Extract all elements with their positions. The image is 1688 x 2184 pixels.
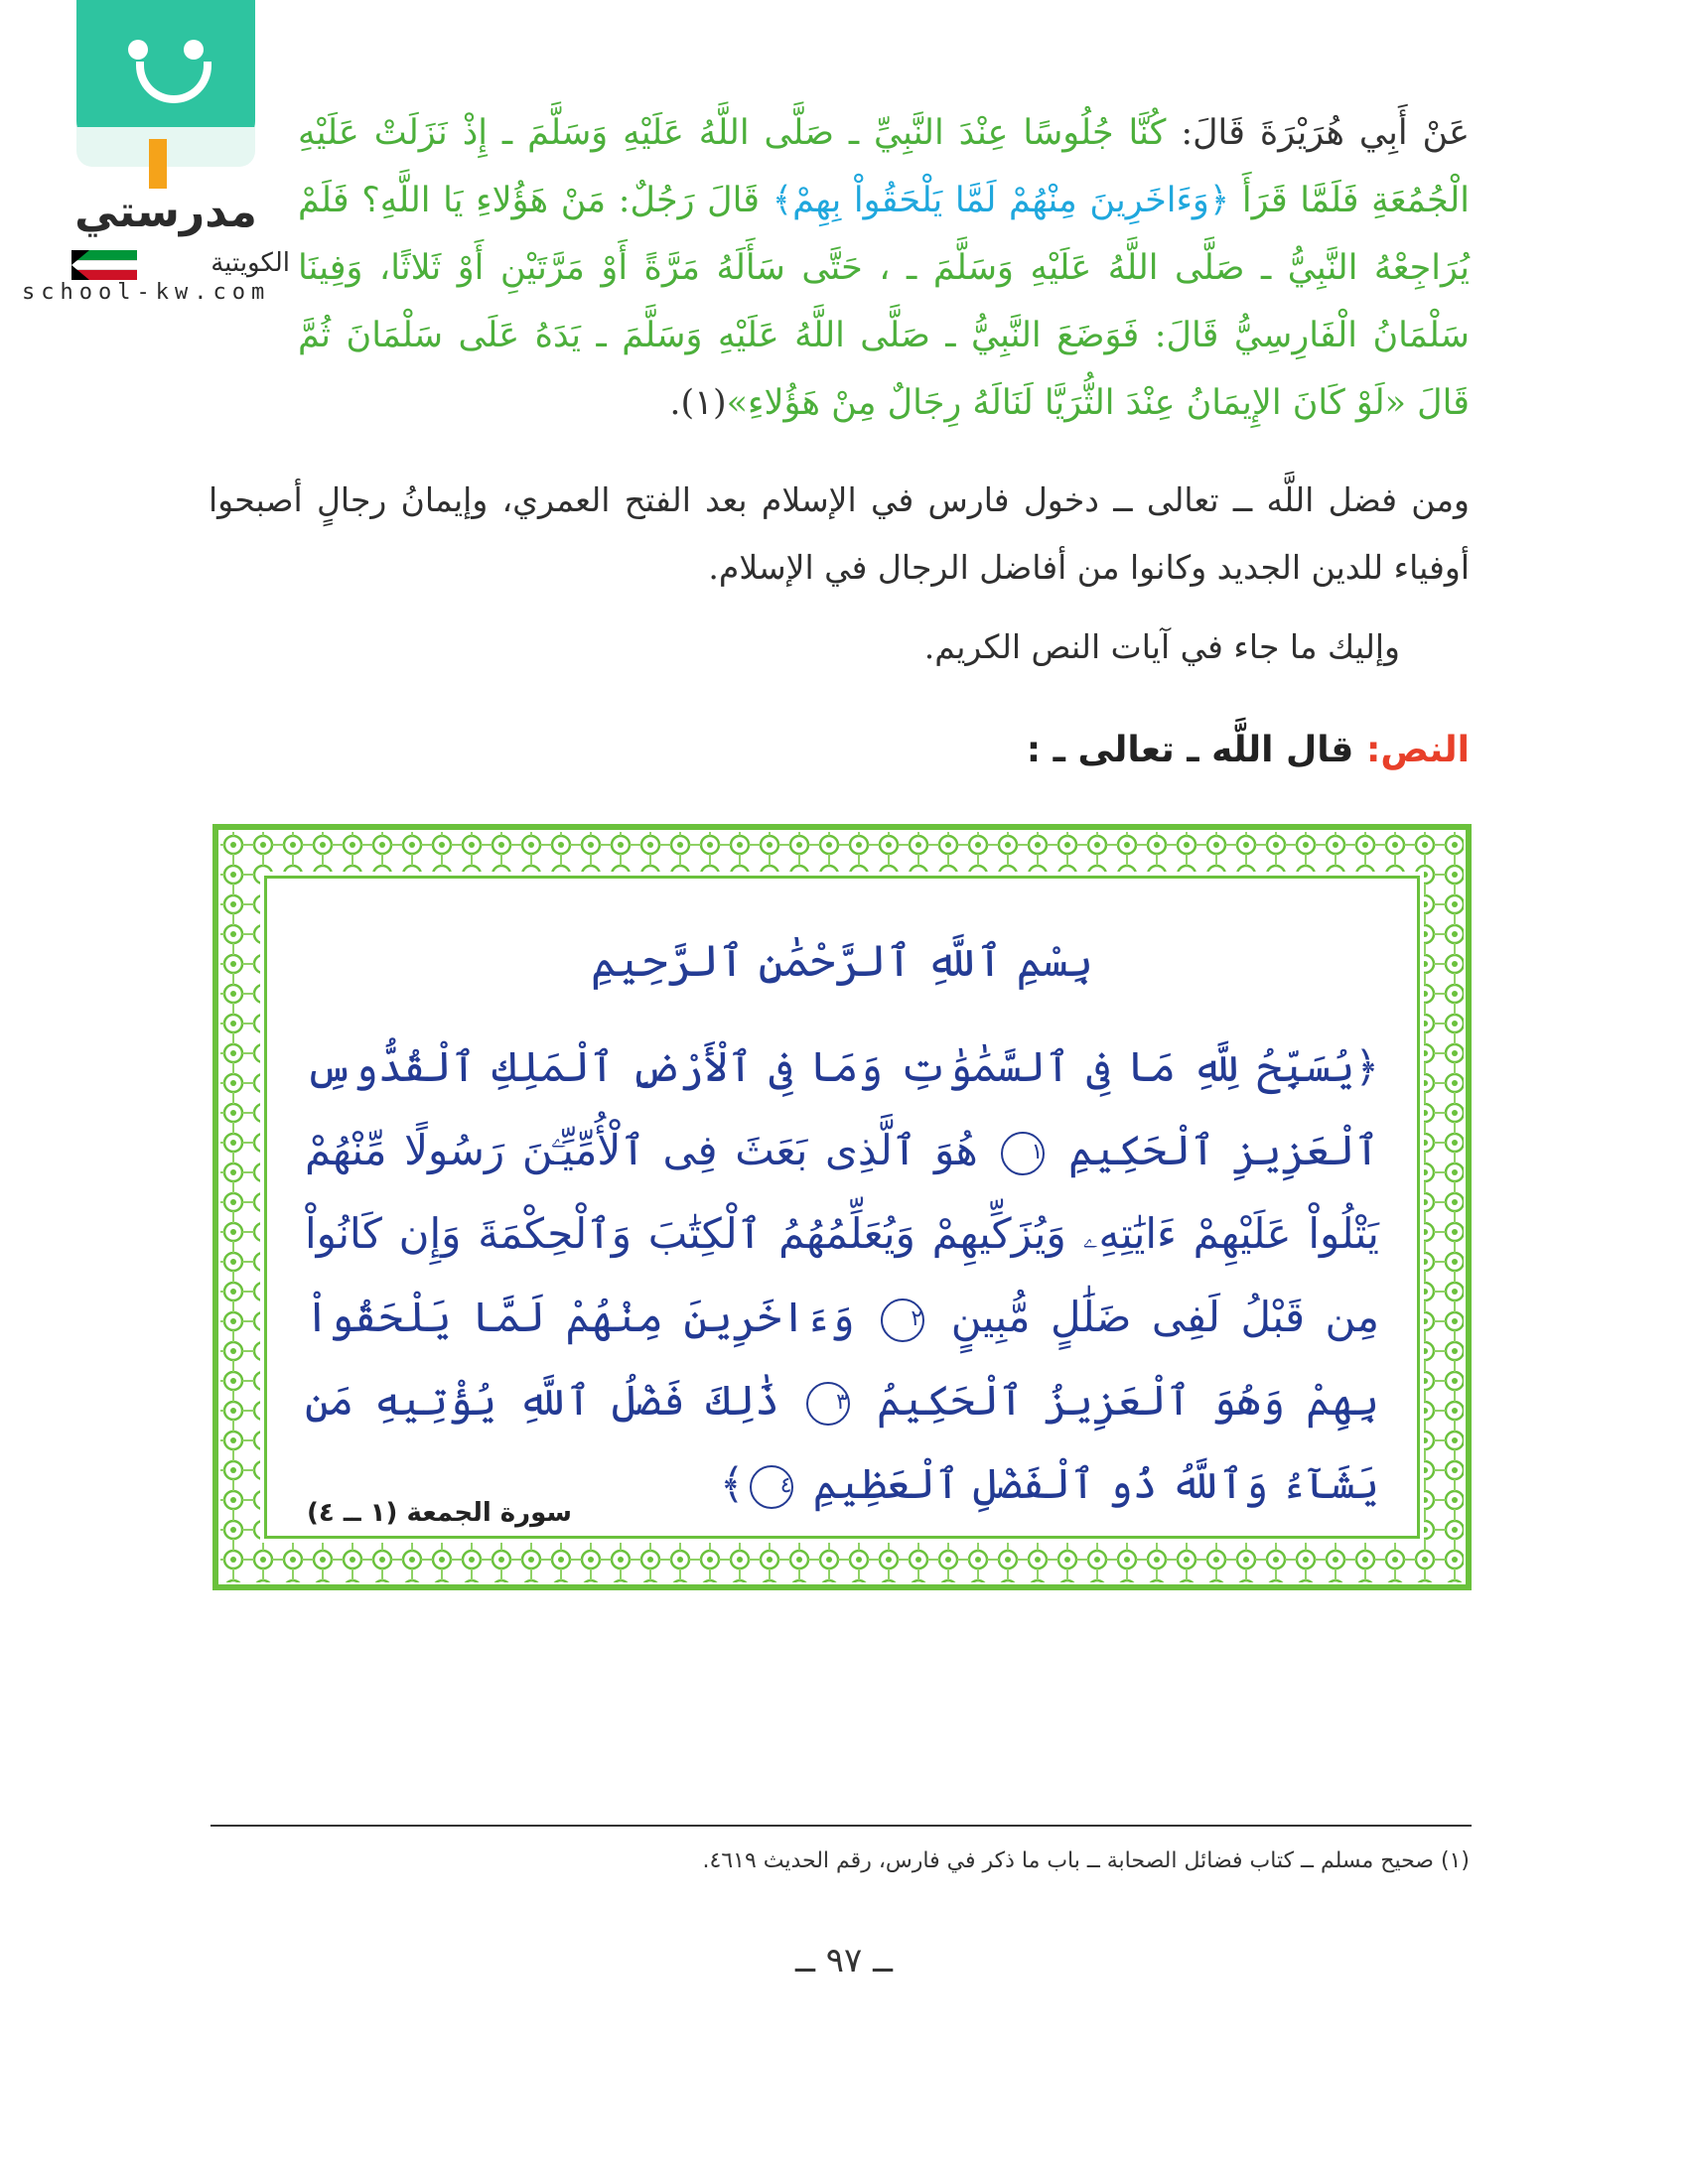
text-section-heading — [1027, 730, 1470, 770]
logo-badge — [76, 0, 255, 147]
logo-domain: school-kw.com — [22, 280, 271, 305]
surah-reference: سورة الجمعة (١ ــ ٤) — [307, 1498, 572, 1528]
footnote-reference: (١). — [669, 383, 727, 423]
hadith-text-2: قَالَ رَجُلٌ: مَنْ هَؤُلاءِ يَا اللَّهِ؟ فَلَمْ يُرَاجِعْهُ النَّبِيُّ ـ صَلَّى اللَّهُ عَلَيْهِ وَسَلَّمَ ـ ، حَتَّى سَأَلَهُ مَرَّةً أَوْ مَرَّتَيْنِ أَوْ ثَلاثًا، وَفِينَا سَلْمَانُ الْفَارِسِيُّ قَالَ: فَوَضَعَ النَّبِيُّ ـ صَلَّى اللَّهُ عَلَيْهِ وَسَلَّمَ ـ يَدَهُ عَلَى سَلْمَانَ ثُمَّ قَالَ «لَوْ كَانَ الإِيمَانُ عِنْدَ الثُّرَيَّا لَنَالَهُ رِجَالٌ مِنْ هَؤُلاءِ» — [298, 181, 1470, 423]
footnote: (١) صحيح مسلم ــ كتاب فضائل الصحابة ــ باب ما ذكر في فارس، رقم الحديث ٤٦١٩. — [702, 1848, 1470, 1873]
ayah-close-bracket: ﴾ — [719, 1459, 745, 1508]
logo-smile — [136, 62, 211, 103]
body-paragraph-2: وإليك ما جاء في آيات النص الكريم. — [923, 627, 1400, 666]
logo-country: الكويتية — [211, 248, 290, 278]
logo-bookmark — [149, 139, 167, 189]
logo-eye-right — [184, 40, 204, 60]
hadith-text-1: كُنَّا جُلُوسًا عِنْدَ النَّبِيِّ ـ صَلَّى اللَّهُ عَلَيْهِ وَسَلَّمَ ـ إِذْ نَزَلَتْ عَلَيْهِ الْجُمُعَةِ فَلَمَّا قَرَأَ — [298, 113, 1470, 220]
logo-eye-left — [128, 40, 148, 60]
footnote-divider — [211, 1825, 1472, 1827]
ayah-2: هُوَ ٱلَّذِى بَعَثَ فِى ٱلْأُمِّيِّـۧنَ رَسُولًا مِّنْهُمْ يَتْلُواْ عَلَيْهِمْ ءَايَٰتِهِۦ وَيُزَكِّيهِمْ وَيُعَلِّمُهُمُ ٱلْكِتَٰبَ وَٱلْحِكْمَةَ وَإِن كَانُواْ مِن قَبْلُ لَفِى ضَلَٰلٍ مُّبِينٍ — [305, 1126, 1380, 1341]
ayah-number-1: ١ — [1001, 1132, 1045, 1175]
body-paragraph-1: ومن فضل اللَّه ــ تعالى ــ دخول فارس في الإسلام بعد الفتح العمري، وإيمانُ رجالٍ أصبحوا أوفياء للدين الجديد وكانوا من أفاضل الرجال في الإسلام. — [209, 480, 1470, 587]
ayah-number-2: ٢ — [881, 1298, 924, 1342]
kuwait-flag-icon — [71, 250, 137, 280]
basmala: بِسْمِ ٱللَّهِ ٱلرَّحْمَٰنِ ٱلرَّحِيمِ — [590, 936, 1094, 987]
ayah-4: ذَٰلِكَ فَضْلُ ٱللَّهِ يُؤْتِيهِ مَن يَشَآءُ وَٱللَّهُ ذُو ٱلْفَضْلِ ٱلْعَظِيمِ — [305, 1376, 1379, 1508]
site-logo[interactable] — [22, 0, 320, 308]
hadith-narrator: عَنْ أَبِي هُرَيْرَةَ قَالَ: — [1181, 113, 1470, 153]
ayah-number-3: ٣ — [806, 1382, 850, 1426]
quran-frame — [212, 824, 1472, 1590]
page-number: ــ ٩٧ ــ — [795, 1941, 893, 1980]
hadith-quoted-verse: ﴿وَءَاخَرِينَ مِنْهُمْ لَمَّا يَلْحَقُواْ بِهِمْ﴾ — [772, 181, 1230, 220]
text-heading-text: قال اللَّه ـ تعالى ـ : — [1026, 730, 1354, 770]
quran-panel — [264, 876, 1420, 1539]
ayah-3: وَءَاخَرِينَ مِنْهُمْ لَمَّا يَلْحَقُواْ بِهِمْ وَهُوَ ٱلْعَزِيزُ ٱلْحَكِيمُ — [305, 1293, 1379, 1425]
logo-name: مدرستي — [74, 187, 257, 237]
quran-text — [305, 1025, 1379, 1526]
ayah-1: ﴿يُسَبِّحُ لِلَّهِ مَا فِى ٱلسَّمَٰوَٰتِ وَمَا فِى ٱلْأَرْضِ ٱلْمَلِكِ ٱلْقُدُّوسِ ٱلْعَزِيزِ ٱلْحَكِيمِ — [305, 1042, 1380, 1174]
ayah-number-4: ٤ — [750, 1465, 793, 1509]
hadith-paragraph — [298, 99, 1470, 437]
text-heading-label: النص: — [1365, 730, 1470, 770]
